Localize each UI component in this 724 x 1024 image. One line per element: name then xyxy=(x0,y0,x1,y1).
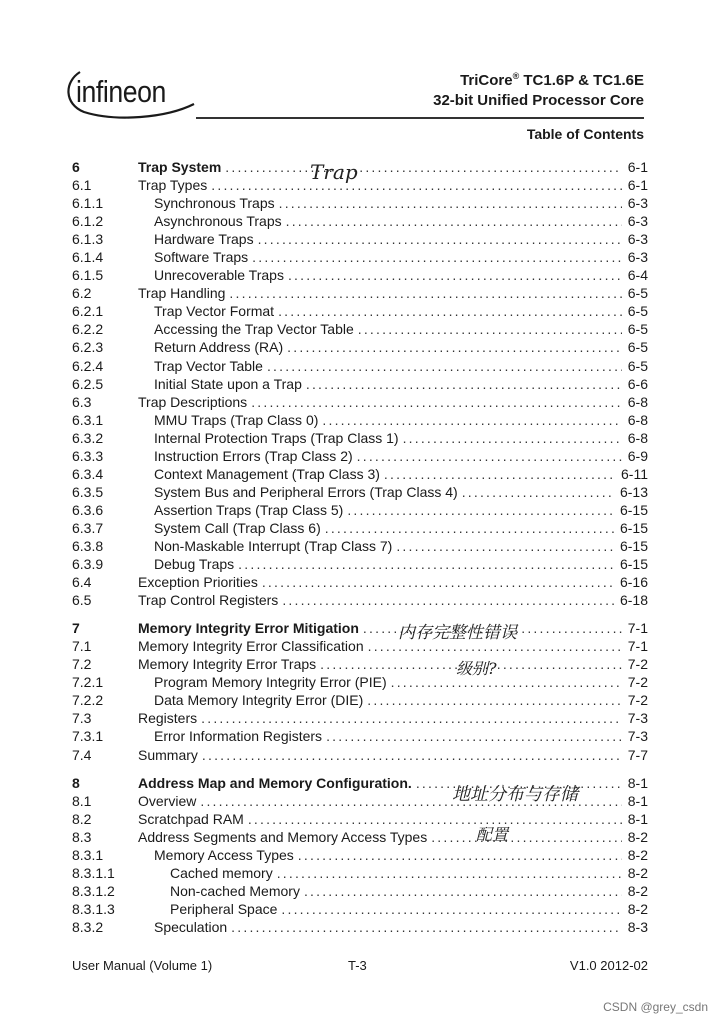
toc-entry-page: 6-5 xyxy=(627,321,648,338)
toc-entry[interactable] xyxy=(72,194,648,212)
toc-entry-line xyxy=(154,320,648,338)
toc-entry-number: 6.2.4 xyxy=(72,357,104,374)
toc-entry-title: System Bus and Peripheral Errors (Trap Class 4) xyxy=(154,483,458,500)
toc-dot-leader xyxy=(326,727,622,745)
toc-entry-number: 6.2.2 xyxy=(72,321,104,338)
toc-entry-number: 6.2.5 xyxy=(72,375,104,392)
toc-entry-number: 6.3.2 xyxy=(72,429,104,446)
toc-entry-title: Registers xyxy=(138,710,198,727)
toc-entry[interactable] xyxy=(72,266,648,284)
toc-entry[interactable] xyxy=(72,882,648,900)
toc-entry-number: 7.4 xyxy=(72,746,92,763)
toc-dot-leader xyxy=(201,709,622,727)
toc-entry-page: 7-2 xyxy=(627,656,648,673)
toc-entry-line xyxy=(138,284,648,302)
toc-entry-page: 6-5 xyxy=(627,285,648,302)
toc-entry-number: 6.3 xyxy=(72,393,92,410)
product-suffix: TC1.6P & TC1.6E xyxy=(519,72,644,89)
toc-dot-leader xyxy=(403,429,622,447)
toc-entry-page: 8-2 xyxy=(627,828,648,845)
toc-entry-title: Exception Priorities xyxy=(138,574,258,591)
registered-mark: ® xyxy=(512,71,520,81)
toc-dot-leader xyxy=(267,357,622,375)
toc-entry-line xyxy=(138,655,648,673)
toc-entry-number: 8.2 xyxy=(72,810,92,827)
toc-entry-line xyxy=(154,357,648,375)
toc-entry-number: 6.1.4 xyxy=(72,249,104,266)
toc-entry[interactable] xyxy=(72,230,648,248)
toc-entry-title: MMU Traps (Trap Class 0) xyxy=(154,411,319,428)
toc-entry[interactable] xyxy=(72,637,648,655)
toc-entry[interactable] xyxy=(72,375,648,393)
toc-entry[interactable] xyxy=(72,573,648,591)
toc-entry-number: 7.3 xyxy=(72,710,92,727)
toc-entry-number: 8.3.2 xyxy=(72,918,104,935)
toc-entry-title: Synchronous Traps xyxy=(154,195,275,212)
toc-dot-leader xyxy=(279,194,622,212)
toc-entry-line xyxy=(154,918,648,936)
toc-dot-leader xyxy=(282,591,614,609)
toc-entry-page: 7-1 xyxy=(627,620,648,637)
toc-entry[interactable] xyxy=(72,393,648,411)
toc-entry-page: 8-2 xyxy=(627,900,648,917)
footer-manual-name: User Manual (Volume 1) xyxy=(72,958,213,973)
toc-entry-page: 6-3 xyxy=(627,231,648,248)
toc-entry-page: 6-5 xyxy=(627,303,648,320)
toc-entry-line xyxy=(138,828,648,846)
toc-entry-line xyxy=(154,302,648,320)
toc-dot-leader xyxy=(304,882,622,900)
toc-dot-leader xyxy=(231,918,622,936)
toc-entry-number: 6.1.5 xyxy=(72,267,104,284)
toc-dot-leader xyxy=(286,212,622,230)
toc-entry-page: 6-3 xyxy=(627,213,648,230)
toc-dot-leader xyxy=(229,284,621,302)
toc-dot-leader xyxy=(288,266,622,284)
toc-dot-leader xyxy=(251,393,622,411)
header-rule xyxy=(196,117,644,119)
toc-entry-number: 8.3.1.2 xyxy=(72,882,115,899)
toc-entry-number: 6.2.3 xyxy=(72,339,104,356)
toc-entry-number: 7.2.2 xyxy=(72,692,104,709)
toc-entry-page: 7-7 xyxy=(627,746,648,763)
toc-entry-title: Memory Integrity Error Mitigation xyxy=(138,620,359,637)
toc-entry-title: Memory Integrity Error Classification xyxy=(138,638,364,655)
toc-entry-line xyxy=(154,266,648,284)
toc-entry-line xyxy=(154,429,648,447)
toc-entry-page: 6-3 xyxy=(627,249,648,266)
toc-entry-line xyxy=(138,158,648,176)
toc-entry-title: Trap Types xyxy=(138,177,208,194)
toc-dot-leader xyxy=(281,900,621,918)
toc-entry[interactable] xyxy=(72,302,648,320)
toc-entry-line xyxy=(154,555,648,573)
toc-entry-number: 6.1 xyxy=(72,177,92,194)
toc-entry[interactable] xyxy=(72,483,648,501)
toc-entry-page: 6-4 xyxy=(627,267,648,284)
toc-entry-line xyxy=(154,483,648,501)
toc-entry-number: 6.3.3 xyxy=(72,447,104,464)
product-prefix: TriCore xyxy=(460,72,513,89)
toc-entry[interactable] xyxy=(72,357,648,375)
toc-dot-leader xyxy=(262,573,614,591)
toc-entry-page: 6-11 xyxy=(621,465,648,482)
toc-entry-title: Return Address (RA) xyxy=(154,339,284,356)
toc-entry-line xyxy=(154,727,648,745)
toc-dot-leader xyxy=(357,447,622,465)
toc-entry-title: Unrecoverable Traps xyxy=(154,267,284,284)
toc-entry-line xyxy=(138,637,648,655)
toc-entry-page: 7-3 xyxy=(627,728,648,745)
toc-entry-number: 6.3.8 xyxy=(72,537,104,554)
toc-entry[interactable] xyxy=(72,447,648,465)
toc-dot-leader xyxy=(298,846,622,864)
toc-entry-number: 6.3.9 xyxy=(72,556,104,573)
toc-entry-title: Error Information Registers xyxy=(154,728,323,745)
toc-entry-number: 6.3.5 xyxy=(72,483,104,500)
toc-entry[interactable] xyxy=(72,338,648,356)
handwritten-note-trap: Trap xyxy=(310,160,358,184)
toc-entry-line xyxy=(154,519,648,537)
toc-entry-number: 7.3.1 xyxy=(72,728,104,745)
toc-entry[interactable] xyxy=(72,619,648,637)
toc-entry-title: Trap Vector Format xyxy=(154,303,275,320)
toc-entry-title: Context Management (Trap Class 3) xyxy=(154,465,380,482)
toc-entry-line xyxy=(154,411,648,429)
toc-entry[interactable] xyxy=(72,709,648,727)
toc-entry-page: 6-8 xyxy=(627,411,648,428)
toc-entry-title: Instruction Errors (Trap Class 2) xyxy=(154,447,353,464)
toc-entry[interactable] xyxy=(72,411,648,429)
toc-entry-line xyxy=(170,900,648,918)
toc-entry-title: Address Map and Memory Configuration. xyxy=(138,774,412,791)
toc-entry-line xyxy=(138,591,648,609)
toc-entry-title: Summary xyxy=(138,746,198,763)
toc-dot-leader xyxy=(211,176,622,194)
toc-entry[interactable] xyxy=(72,537,648,555)
toc-entry-page: 6-18 xyxy=(619,592,648,609)
toc-dot-leader xyxy=(431,828,622,846)
toc-entry-number: 8 xyxy=(72,774,80,791)
toc-entry-title: System Call (Trap Class 6) xyxy=(154,519,321,536)
infineon-logo xyxy=(66,64,198,122)
toc-dot-leader xyxy=(278,302,622,320)
handwritten-note-memory-integrity: 内存完整性错误 xyxy=(398,623,517,643)
toc-entry-page: 7-3 xyxy=(627,710,648,727)
toc-entry[interactable] xyxy=(72,176,648,194)
toc-entry-page: 7-2 xyxy=(627,674,648,691)
toc-entry-page: 6-8 xyxy=(627,429,648,446)
toc-entry-title: Trap Control Registers xyxy=(138,592,279,609)
toc-entry-number: 8.3.1 xyxy=(72,846,104,863)
product-title xyxy=(460,71,644,89)
toc-entry-line xyxy=(154,248,648,266)
toc-entry-title: Initial State upon a Trap xyxy=(154,375,302,392)
toc-entry-page: 8-2 xyxy=(627,882,648,899)
toc-entry-title: Non-cached Memory xyxy=(170,882,300,899)
toc-entry-line xyxy=(154,194,648,212)
toc-entry[interactable] xyxy=(72,918,648,936)
toc-entry-title: Memory Access Types xyxy=(154,846,294,863)
watermark: CSDN @grey_csdn xyxy=(603,1000,708,1014)
handwritten-note-config: 配置 xyxy=(476,825,509,844)
toc-dot-leader xyxy=(462,483,614,501)
toc-entry-line xyxy=(154,465,648,483)
toc-dot-leader xyxy=(391,673,622,691)
toc-entry-title: Cached memory xyxy=(170,864,273,881)
toc-entry-number: 6.2.1 xyxy=(72,303,104,320)
toc-entry-line xyxy=(154,673,648,691)
toc-entry-page: 6-8 xyxy=(627,393,648,410)
toc-entry[interactable] xyxy=(72,501,648,519)
toc-entry-line xyxy=(154,846,648,864)
toc-entry-title: Trap Vector Table xyxy=(154,357,263,374)
toc-entry-number: 8.1 xyxy=(72,792,92,809)
toc-entry-line xyxy=(138,393,648,411)
toc-entry-title: Hardware Traps xyxy=(154,231,254,248)
toc-entry-page: 6-6 xyxy=(627,375,648,392)
toc-entry[interactable] xyxy=(72,591,648,609)
toc-entry-number: 6.3.1 xyxy=(72,411,104,428)
toc-entry-page: 8-2 xyxy=(627,864,648,881)
toc-entry-page: 6-1 xyxy=(627,177,648,194)
toc-entry-page: 6-15 xyxy=(619,537,648,554)
toc-dot-leader xyxy=(396,537,614,555)
toc-entry-page: 6-15 xyxy=(619,501,648,518)
toc-entry[interactable] xyxy=(72,655,648,673)
toc-entry-number: 6.2 xyxy=(72,285,92,302)
toc-dot-leader xyxy=(306,375,622,393)
toc-entry[interactable] xyxy=(72,810,648,828)
toc-entry-page: 6-13 xyxy=(619,483,648,500)
toc-entry-title: Internal Protection Traps (Trap Class 1) xyxy=(154,429,399,446)
toc-entry-number: 7 xyxy=(72,620,80,637)
toc-entry[interactable] xyxy=(72,691,648,709)
toc-entry-line xyxy=(154,212,648,230)
toc-entry[interactable] xyxy=(72,212,648,230)
toc-entry[interactable] xyxy=(72,284,648,302)
toc-dot-leader xyxy=(248,810,622,828)
toc-entry[interactable] xyxy=(72,828,648,846)
toc-entry-page: 6-1 xyxy=(627,159,648,175)
toc-entry-number: 6.1.1 xyxy=(72,195,104,212)
product-subtitle: 32-bit Unified Processor Core xyxy=(433,92,644,109)
toc-entry-line xyxy=(138,573,648,591)
toc-entry-line xyxy=(138,709,648,727)
toc-entry-page: 6-5 xyxy=(627,339,648,356)
toc-entry[interactable] xyxy=(72,746,648,764)
toc-entry-title: Program Memory Integrity Error (PIE) xyxy=(154,674,387,691)
toc-entry-line xyxy=(154,691,648,709)
toc-entry[interactable] xyxy=(72,555,648,573)
toc-dot-leader xyxy=(252,248,622,266)
logo-text: infineon xyxy=(76,74,166,109)
toc-dot-leader xyxy=(277,864,622,882)
toc-entry-line xyxy=(170,882,648,900)
toc-entry-page: 6-15 xyxy=(619,556,648,573)
toc-entry-title: Software Traps xyxy=(154,249,249,266)
section-title: Table of Contents xyxy=(526,126,644,142)
toc-dot-leader xyxy=(287,338,622,356)
toc-entry-number: 6.5 xyxy=(72,592,92,609)
toc-dot-leader xyxy=(347,501,614,519)
toc-entry-title: Debug Traps xyxy=(154,556,235,573)
toc-entry-number: 7.2.1 xyxy=(72,674,104,691)
toc-entry[interactable] xyxy=(72,320,648,338)
toc-entry-number: 6.1.2 xyxy=(72,213,104,230)
toc-entry-title: Address Segments and Memory Access Types xyxy=(138,828,428,845)
toc-entry-number: 8.3.1.1 xyxy=(72,864,115,881)
toc-entry-line xyxy=(138,810,648,828)
handwritten-note-level: 级别? xyxy=(456,659,497,678)
toc-entry-page: 7-2 xyxy=(627,692,648,709)
toc-dot-leader xyxy=(384,465,615,483)
toc-entry-page: 6-3 xyxy=(627,195,648,212)
toc-entry-page: 8-1 xyxy=(627,774,648,791)
toc-entry-title: Trap Handling xyxy=(138,285,226,302)
toc-entry-title: Data Memory Integrity Error (DIE) xyxy=(154,692,364,709)
table-of-contents xyxy=(72,158,648,936)
toc-entry[interactable] xyxy=(72,673,648,691)
toc-entry[interactable] xyxy=(72,465,648,483)
toc-entry-number: 6.3.7 xyxy=(72,519,104,536)
toc-entry-page: 8-1 xyxy=(627,792,648,809)
toc-entry-page: 6-15 xyxy=(619,519,648,536)
toc-entry-line xyxy=(154,537,648,555)
toc-entry-title: Speculation xyxy=(154,918,228,935)
toc-entry-title: Accessing the Trap Vector Table xyxy=(154,321,354,338)
toc-entry-line xyxy=(154,375,648,393)
toc-entry-line xyxy=(170,864,648,882)
toc-dot-leader xyxy=(202,746,622,764)
handwritten-note-address-map: 地址分布与存储 xyxy=(452,784,578,805)
toc-entry[interactable] xyxy=(72,727,648,745)
toc-entry-title: Assertion Traps (Trap Class 5) xyxy=(154,501,344,518)
toc-entry-number: 8.3 xyxy=(72,828,92,845)
toc-entry-title: Trap System xyxy=(138,159,222,175)
toc-entry[interactable] xyxy=(72,248,648,266)
toc-entry-line xyxy=(138,176,648,194)
toc-entry-page: 6-16 xyxy=(619,574,648,591)
toc-entry-number: 7.2 xyxy=(72,656,92,673)
toc-dot-leader xyxy=(238,555,614,573)
toc-entry[interactable] xyxy=(72,519,648,537)
toc-entry-line xyxy=(154,447,648,465)
toc-entry[interactable] xyxy=(72,158,648,176)
toc-entry-title: Scratchpad RAM xyxy=(138,810,244,827)
toc-entry-number: 6.1.3 xyxy=(72,231,104,248)
toc-dot-leader xyxy=(225,158,622,176)
toc-entry-number: 6.3.6 xyxy=(72,501,104,518)
toc-entry[interactable] xyxy=(72,864,648,882)
toc-entry-title: Asynchronous Traps xyxy=(154,213,282,230)
toc-entry-number: 7.1 xyxy=(72,638,92,655)
toc-entry-title: Trap Descriptions xyxy=(138,393,248,410)
toc-entry-page: 8-1 xyxy=(627,810,648,827)
toc-entry-page: 8-3 xyxy=(627,918,648,935)
toc-dot-leader xyxy=(258,230,622,248)
toc-entry-line xyxy=(154,338,648,356)
toc-entry-title: Non-Maskable Interrupt (Trap Class 7) xyxy=(154,537,393,554)
toc-dot-leader xyxy=(367,691,622,709)
toc-entry-line xyxy=(138,746,648,764)
toc-entry-page: 8-2 xyxy=(627,846,648,863)
toc-entry-number: 6.3.4 xyxy=(72,465,104,482)
toc-entry[interactable] xyxy=(72,900,648,918)
toc-entry-page: 7-1 xyxy=(627,638,648,655)
toc-entry-line xyxy=(154,230,648,248)
toc-entry-number: 8.3.1.3 xyxy=(72,900,115,917)
footer-page-number: T-3 xyxy=(348,958,367,973)
toc-entry-title: Memory Integrity Error Traps xyxy=(138,656,317,673)
toc-entry-page: 6-9 xyxy=(627,447,648,464)
toc-entry-title: Overview xyxy=(138,792,197,809)
toc-entry-page: 6-5 xyxy=(627,357,648,374)
toc-dot-leader xyxy=(358,320,622,338)
toc-entry-number: 6.4 xyxy=(72,574,92,591)
toc-entry-title: Peripheral Space xyxy=(170,900,278,917)
toc-dot-leader xyxy=(322,411,621,429)
toc-entry-number: 6 xyxy=(72,159,80,175)
toc-entry[interactable] xyxy=(72,846,648,864)
footer-version: V1.0 2012-02 xyxy=(569,958,648,973)
toc-dot-leader xyxy=(325,519,614,537)
toc-entry-line xyxy=(138,619,648,637)
toc-entry-line xyxy=(154,501,648,519)
toc-entry[interactable] xyxy=(72,429,648,447)
